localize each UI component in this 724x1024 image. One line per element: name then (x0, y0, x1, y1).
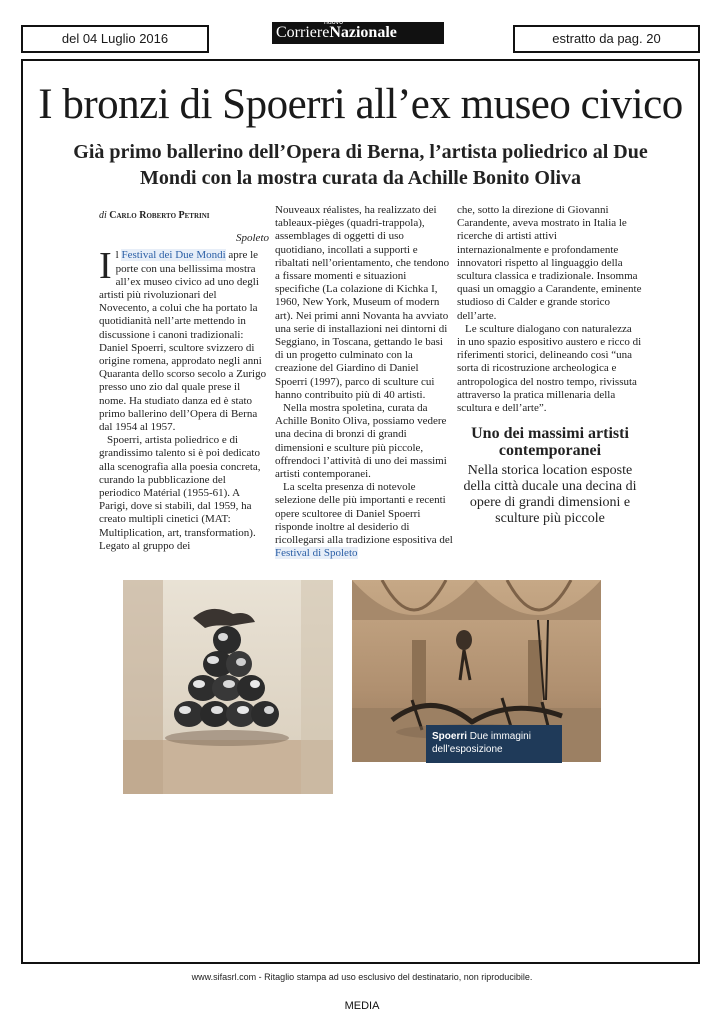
page-extract-label: estratto da pag. 20 (513, 25, 700, 53)
paragraph: che, sotto la direzione di Giovanni Carandente, aveva mostrato in Italia le ricerche di artisti attivi internazionalmente e profondamente innovatori rispetto al linguaggio della scultura classica e tradizionale. Insomma quasi un omaggio a Carandente, eminente studioso di Calder e grande storico dell’arte. (457, 204, 642, 322)
paragraph: Nella mostra spoletina, curata da Achille Bonito Oliva, possiamo vedere una decina di bronzi di grandi dimensioni e sculture più piccole, offrendoci l’attività di uno dei massimi artisti contemporanei. (275, 402, 447, 481)
article-column-1 (99, 209, 269, 553)
paragraph: Nouveaux réalistes, ha realizzato dei tableaux-pièges (quadri-trappola), assemblages di oggetti di uso quotidiano, incollati a supporti e ribaltati nell’orientamento, che tendono a fissare momenti e situazioni specifiche (La colazione di Kichka I, 1960, New York, Museum of modern art). Nei primi anni Novanta ha avviato una serie di installazioni nei dintorni di Seggiano, in Toscana, gettando le basi di un progetto culminato con la creazione del Giardino di Daniel Spoerri (1997), parco di sculture cui hanno contribuito più di 40 artisti. (275, 204, 450, 401)
article-headline: I bronzi di Spoerri all’ex museo civico (38, 81, 683, 128)
highlight-festival: Festival dei Due Mondi (121, 249, 226, 262)
edition-date: del 04 Luglio 2016 (21, 25, 209, 53)
footer-disclaimer: www.sifasrl.com - Ritaglio stampa ad uso esclusivo del destinatario, non riproducibile. (191, 972, 533, 982)
paragraph: Spoerri, artista poliedrico e di grandissimo talento si è poi dedicato alla scenografia alla poesia concreta, curando la pubblicazione del periodico Matérial (1955-61). A Parigi, dove si stabilì, dal 1959, ha creato multipli cinetici (MAT: Multiplication, art, transformation). Legato al gruppo dei (99, 434, 261, 552)
highlight-festival: Festival di Spoleto (275, 547, 358, 560)
paragraph: La scelta presenza di notevole selezione delle più importanti e recenti opere scultoree di Daniel Spoerri risponde inoltre al desiderio di ricollegarsi alla tradizione espositiva del Festival di Spoleto (275, 481, 453, 560)
article-column-3 (457, 204, 643, 527)
dateline: Spoleto (236, 232, 269, 245)
masthead-logo: nuovo CorriereNazionale (272, 22, 444, 44)
byline: di Carlo Roberto Petrini (99, 210, 210, 221)
photo-caption: Spoerri Due immagini dell’esposizione (426, 725, 562, 763)
sculpture-photo (123, 580, 333, 794)
drop-cap: I (99, 245, 112, 288)
paragraph: Le sculture dialogano con naturalezza in uno spazio espositivo austero e ricco di riferimenti storici, delineando così “una sorta di ricostruzione archeologica e antropologica del nostro tempo, rivissuta attraverso la pratica millenaria della scultura e dell’arte”. (457, 322, 642, 415)
footer-media-label: MEDIA (344, 1000, 380, 1012)
article-column-2 (275, 204, 453, 560)
paragraph: Il Festival dei Due Mondi apre le porte con una bellissima mostra all’ex museo civico ad uno degli artisti più rivoluzionari del Novecento, a colui che ha portato la quotidianità nell’arte mettendo in discussione i canoni tradizionali: Daniel Spoerri, scultore svizzero di origine romena, approdato negli anni Quaranta dello scorso secolo a Zurigo presso uno zio dal quale prese il nome. Ha studiato danza ed è stato primo ballerino dell’Opera di Berna dal 1954 al 1957. (99, 245, 267, 434)
article-subhead: Già primo ballerino dell’Opera di Berna, l’artista poliedrico al Due Mondi con la mostra curata da Achille Bonito Oliva (73, 141, 648, 189)
article-frame (21, 59, 700, 964)
pullquote-title: Uno dei massimi artisti contemporanei (471, 425, 629, 460)
pullquote-body: Nella storica location esposte della città ducale una decina di opere di grandi dimensioni e sculture più piccole (463, 463, 637, 527)
